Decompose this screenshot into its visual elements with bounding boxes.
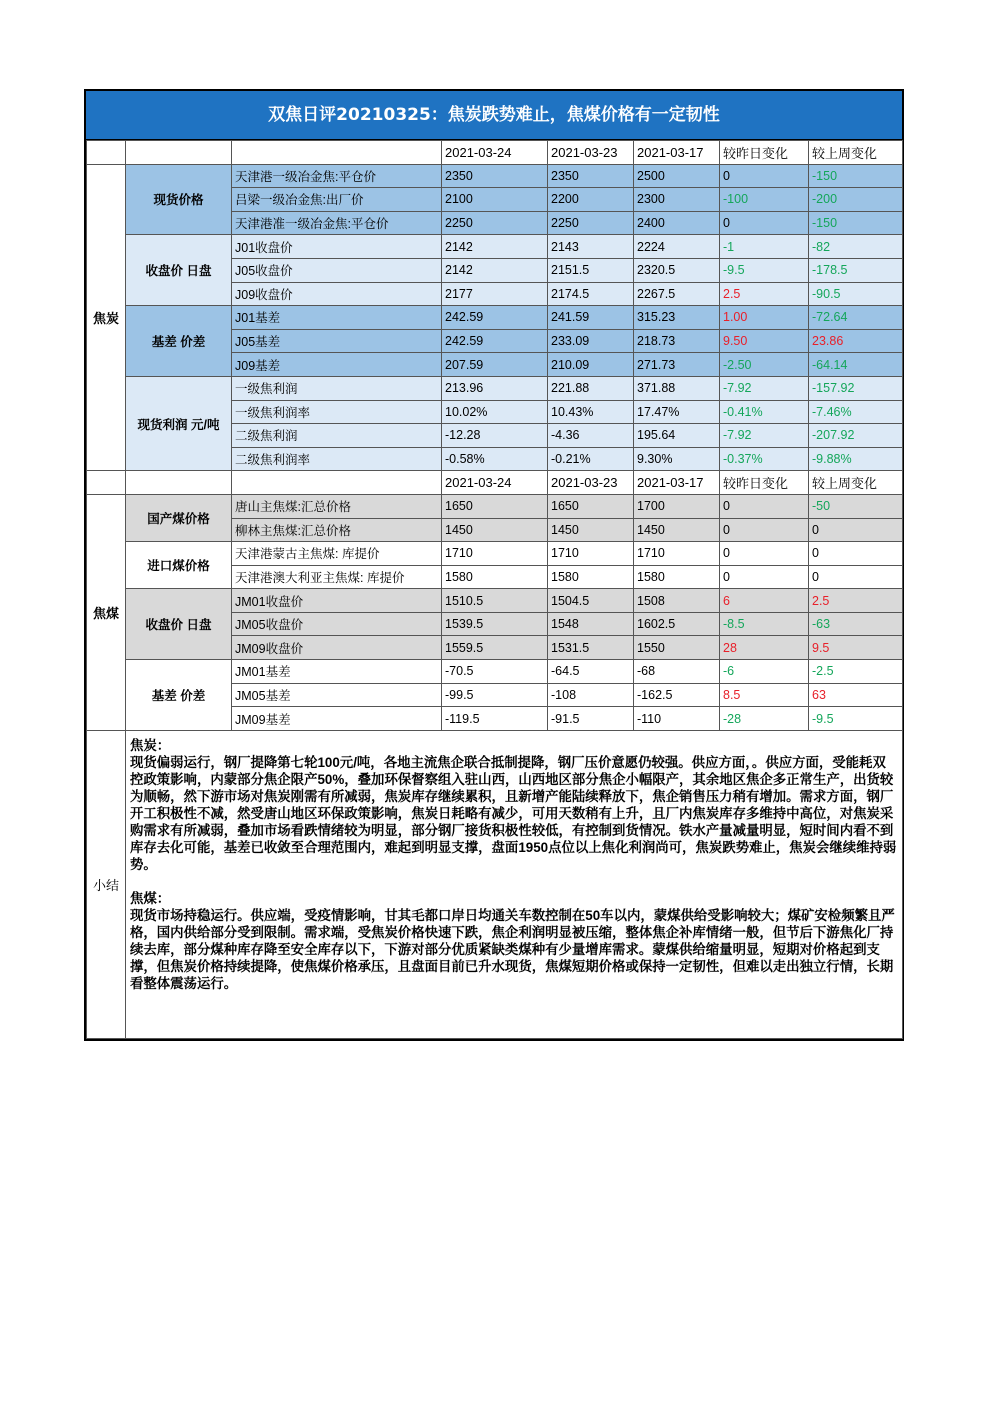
- blank-cell: [126, 471, 232, 495]
- value-cell: 207.59: [442, 353, 548, 377]
- value-cell: -150: [809, 211, 903, 235]
- value-cell: 0: [720, 211, 809, 235]
- value-cell: -207.92: [809, 424, 903, 448]
- value-cell: 10.02%: [442, 400, 548, 424]
- value-cell: 0: [720, 542, 809, 566]
- column-header: 2021-03-23: [548, 471, 634, 495]
- blank-cell: [87, 471, 126, 495]
- value-cell: -162.5: [634, 683, 720, 707]
- value-cell: 2200: [548, 188, 634, 212]
- group-label: 进口煤价格: [126, 542, 232, 589]
- blank-cell: [232, 141, 442, 165]
- value-cell: -9.88%: [809, 447, 903, 471]
- row-name: 天津港蒙古主焦煤: 库提价: [232, 542, 442, 566]
- value-cell: 28: [720, 636, 809, 660]
- data-table: [86, 140, 903, 1039]
- row-name: JM01基差: [232, 660, 442, 684]
- coal-summary-title: 焦煤：: [130, 890, 171, 906]
- value-cell: 271.73: [634, 353, 720, 377]
- value-cell: -8.5: [720, 612, 809, 636]
- value-cell: 1504.5: [548, 589, 634, 613]
- value-cell: 1650: [548, 494, 634, 518]
- value-cell: 2267.5: [634, 282, 720, 306]
- blank-cell: [126, 141, 232, 165]
- value-cell: 1650: [442, 494, 548, 518]
- coal-summary-body: 现货市场持稳运行。供应端，受疫情影响，甘其毛都口岸日均通关车数控制在50车以内，蒙煤供给受影响较大；煤矿安检频繁且严格，国内供给部分受到限制。需求端，受焦炭价格快速下跌，焦企利润明显被压缩，整体焦企补库情绪一般，但节后下游焦化厂持续去库，部分煤种库存降至安全库存以下，下游对部分优质紧缺类煤种有少量增库需求。蒙煤供给缩量明显，短期对价格起到支撑，但焦炭价格持续提降，使焦煤价格承压，且盘面目前已升水现货，焦煤短期价格或保持一定韧性，但难以走出独立行情，长期看整体震荡运行。: [130, 907, 895, 991]
- value-cell: -9.5: [809, 707, 903, 731]
- table-row: [87, 306, 903, 330]
- row-name: J09基差: [232, 353, 442, 377]
- value-cell: -91.5: [548, 707, 634, 731]
- value-cell: 1710: [634, 542, 720, 566]
- value-cell: -99.5: [442, 683, 548, 707]
- row-name: 唐山主焦煤:汇总价格: [232, 494, 442, 518]
- column-header: 较上周变化: [809, 141, 903, 165]
- coke-header-row: [87, 141, 903, 165]
- value-cell: 2250: [442, 211, 548, 235]
- table-row: [87, 660, 903, 684]
- value-cell: -7.92: [720, 376, 809, 400]
- value-cell: 1602.5: [634, 612, 720, 636]
- group-label: 收盘价 日盘: [126, 235, 232, 306]
- value-cell: 0: [720, 518, 809, 542]
- value-cell: -100: [720, 188, 809, 212]
- value-cell: 2250: [548, 211, 634, 235]
- value-cell: -0.21%: [548, 447, 634, 471]
- value-cell: 1531.5: [548, 636, 634, 660]
- blank-cell: [87, 141, 126, 165]
- value-cell: -82: [809, 235, 903, 259]
- value-cell: -6: [720, 660, 809, 684]
- coke-section-label: 焦炭: [87, 164, 126, 471]
- value-cell: 2174.5: [548, 282, 634, 306]
- row-name: JM05收盘价: [232, 612, 442, 636]
- value-cell: 1550: [634, 636, 720, 660]
- value-cell: 9.5: [809, 636, 903, 660]
- value-cell: -2.50: [720, 353, 809, 377]
- value-cell: 9.30%: [634, 447, 720, 471]
- value-cell: 1559.5: [442, 636, 548, 660]
- coal-section-label: 焦煤: [87, 494, 126, 730]
- value-cell: 2.5: [720, 282, 809, 306]
- value-cell: -50: [809, 494, 903, 518]
- row-name: J05收盘价: [232, 258, 442, 282]
- value-cell: 1710: [442, 542, 548, 566]
- blank-cell: [232, 471, 442, 495]
- value-cell: -157.92: [809, 376, 903, 400]
- row-name: J09收盘价: [232, 282, 442, 306]
- value-cell: -68: [634, 660, 720, 684]
- value-cell: 2142: [442, 258, 548, 282]
- value-cell: 2.5: [809, 589, 903, 613]
- row-name: J05基差: [232, 329, 442, 353]
- column-header: 2021-03-24: [442, 141, 548, 165]
- value-cell: 2224: [634, 235, 720, 259]
- coke-summary-body: 现货偏弱运行，钢厂提降第七轮100元/吨，各地主流焦企联合抵制提降，钢厂压价意愿仍较强。供应方面，。供应方面，受能耗双控政策影响，内蒙部分焦企限产50%，叠加环保督察组入驻山西，山西地区部分焦企小幅限产，其余地区焦企多正常生产，出货较为顺畅，然下游市场对焦炭刚需有所减弱，焦炭库存继续累积，且新增产能陆续释放下，焦企销售压力稍有增加。需求方面，钢厂开工积极性不减，然受唐山地区环保政策影响，焦炭日耗略有减少，可用天数稍有上升，且厂内焦炭库存多维持中高位，对焦炭采购需求有所减弱，叠加市场看跌情绪较为明显，部分钢厂接货积极性较低，有控制到货情况。铁水产量减量明显，短时间内看不到库存去化可能，基差已收敛至合理范围内，难起到明显支撑，盘面1950点位以上焦化利润尚可，焦炭跌势难止，焦炭会继续维持弱势。: [130, 754, 897, 872]
- value-cell: 242.59: [442, 329, 548, 353]
- value-cell: 2350: [548, 164, 634, 188]
- value-cell: -64.14: [809, 353, 903, 377]
- table-row: [87, 235, 903, 259]
- value-cell: 1508: [634, 589, 720, 613]
- value-cell: 1450: [548, 518, 634, 542]
- value-cell: -1: [720, 235, 809, 259]
- value-cell: 2400: [634, 211, 720, 235]
- value-cell: 241.59: [548, 306, 634, 330]
- value-cell: 1.00: [720, 306, 809, 330]
- value-cell: -119.5: [442, 707, 548, 731]
- group-label: 基差 价差: [126, 660, 232, 731]
- value-cell: -28: [720, 707, 809, 731]
- value-cell: -0.58%: [442, 447, 548, 471]
- value-cell: -7.92: [720, 424, 809, 448]
- value-cell: 221.88: [548, 376, 634, 400]
- group-label: 国产煤价格: [126, 494, 232, 541]
- row-name: 天津港澳大利亚主焦煤: 库提价: [232, 565, 442, 589]
- value-cell: 0: [809, 565, 903, 589]
- value-cell: 1580: [442, 565, 548, 589]
- value-cell: 2100: [442, 188, 548, 212]
- row-name: JM01收盘价: [232, 589, 442, 613]
- table-row: [87, 376, 903, 400]
- value-cell: -2.5: [809, 660, 903, 684]
- value-cell: 242.59: [442, 306, 548, 330]
- value-cell: 1548: [548, 612, 634, 636]
- value-cell: 9.50: [720, 329, 809, 353]
- value-cell: -150: [809, 164, 903, 188]
- value-cell: -72.64: [809, 306, 903, 330]
- value-cell: 2177: [442, 282, 548, 306]
- value-cell: 0: [720, 494, 809, 518]
- value-cell: -9.5: [720, 258, 809, 282]
- column-header: 较昨日变化: [720, 471, 809, 495]
- row-name: 一级焦利润: [232, 376, 442, 400]
- value-cell: -90.5: [809, 282, 903, 306]
- value-cell: 2142: [442, 235, 548, 259]
- table-row: [87, 494, 903, 518]
- row-name: 一级焦利润率: [232, 400, 442, 424]
- value-cell: -63: [809, 612, 903, 636]
- row-name: 二级焦利润率: [232, 447, 442, 471]
- value-cell: -4.36: [548, 424, 634, 448]
- row-name: JM09收盘价: [232, 636, 442, 660]
- value-cell: -0.37%: [720, 447, 809, 471]
- column-header: 2021-03-17: [634, 141, 720, 165]
- value-cell: 0: [720, 164, 809, 188]
- value-cell: 1450: [442, 518, 548, 542]
- value-cell: 1710: [548, 542, 634, 566]
- value-cell: 2500: [634, 164, 720, 188]
- table-row: [87, 542, 903, 566]
- value-cell: 0: [720, 565, 809, 589]
- column-header: 较昨日变化: [720, 141, 809, 165]
- value-cell: 6: [720, 589, 809, 613]
- value-cell: 315.23: [634, 306, 720, 330]
- summary-row: [87, 730, 903, 1038]
- value-cell: 2300: [634, 188, 720, 212]
- value-cell: -110: [634, 707, 720, 731]
- value-cell: -178.5: [809, 258, 903, 282]
- group-label: 现货利润 元/吨: [126, 376, 232, 470]
- value-cell: 1580: [634, 565, 720, 589]
- group-label: 基差 价差: [126, 306, 232, 377]
- row-name: 吕梁一级冶金焦:出厂价: [232, 188, 442, 212]
- row-name: 天津港一级冶金焦:平仓价: [232, 164, 442, 188]
- row-name: 天津港准一级冶金焦:平仓价: [232, 211, 442, 235]
- value-cell: 10.43%: [548, 400, 634, 424]
- row-name: 柳林主焦煤:汇总价格: [232, 518, 442, 542]
- summary-label: 小结: [87, 730, 126, 1038]
- value-cell: 2350: [442, 164, 548, 188]
- value-cell: 17.47%: [634, 400, 720, 424]
- value-cell: 1580: [548, 565, 634, 589]
- table-row: [87, 589, 903, 613]
- value-cell: -7.46%: [809, 400, 903, 424]
- value-cell: 210.09: [548, 353, 634, 377]
- value-cell: 8.5: [720, 683, 809, 707]
- report-title: 双焦日评20210325：焦炭跌势难止，焦煤价格有一定韧性: [86, 91, 902, 140]
- value-cell: 195.64: [634, 424, 720, 448]
- group-label: 收盘价 日盘: [126, 589, 232, 660]
- value-cell: 1539.5: [442, 612, 548, 636]
- row-name: JM05基差: [232, 683, 442, 707]
- report-sheet: [84, 89, 904, 1041]
- value-cell: 371.88: [634, 376, 720, 400]
- row-name: JM09基差: [232, 707, 442, 731]
- value-cell: 213.96: [442, 376, 548, 400]
- value-cell: -0.41%: [720, 400, 809, 424]
- group-label: 现货价格: [126, 164, 232, 235]
- row-name: J01收盘价: [232, 235, 442, 259]
- column-header: 较上周变化: [809, 471, 903, 495]
- value-cell: -108: [548, 683, 634, 707]
- value-cell: 1700: [634, 494, 720, 518]
- value-cell: 2151.5: [548, 258, 634, 282]
- column-header: 2021-03-23: [548, 141, 634, 165]
- summary-text: [126, 730, 903, 1038]
- value-cell: 233.09: [548, 329, 634, 353]
- value-cell: -70.5: [442, 660, 548, 684]
- column-header: 2021-03-24: [442, 471, 548, 495]
- row-name: 二级焦利润: [232, 424, 442, 448]
- value-cell: 0: [809, 518, 903, 542]
- value-cell: 0: [809, 542, 903, 566]
- column-header: 2021-03-17: [634, 471, 720, 495]
- value-cell: 2320.5: [634, 258, 720, 282]
- value-cell: -12.28: [442, 424, 548, 448]
- coke-summary-title: 焦炭：: [130, 737, 171, 753]
- value-cell: 218.73: [634, 329, 720, 353]
- coal-header-row: [87, 471, 903, 495]
- value-cell: 1450: [634, 518, 720, 542]
- value-cell: -200: [809, 188, 903, 212]
- value-cell: 63: [809, 683, 903, 707]
- value-cell: 2143: [548, 235, 634, 259]
- row-name: J01基差: [232, 306, 442, 330]
- value-cell: -64.5: [548, 660, 634, 684]
- table-row: [87, 164, 903, 188]
- value-cell: 1510.5: [442, 589, 548, 613]
- value-cell: 23.86: [809, 329, 903, 353]
